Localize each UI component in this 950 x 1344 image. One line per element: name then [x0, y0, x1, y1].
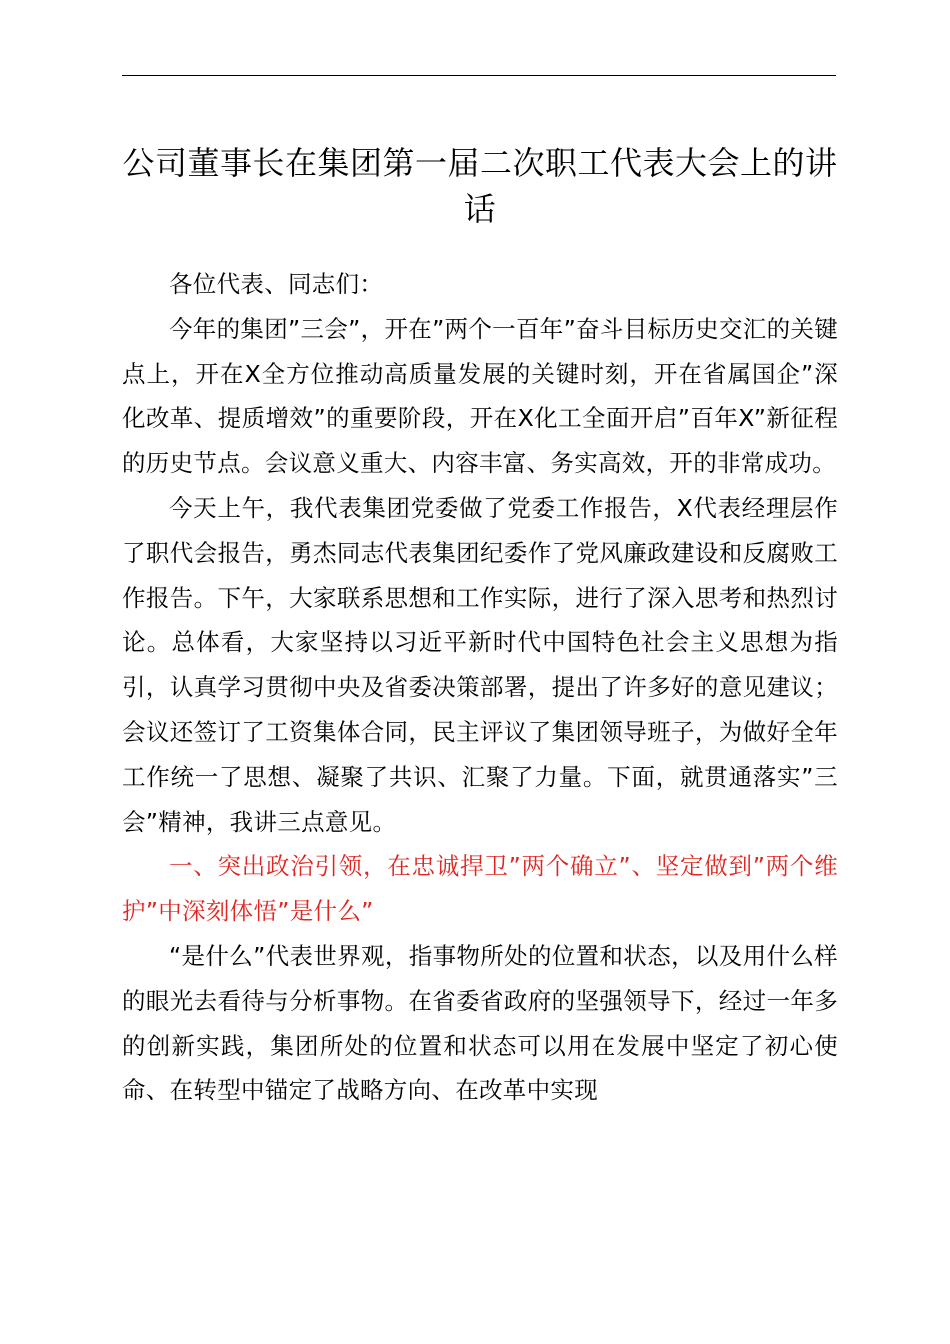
- paragraph-1: 今年的集团”三会”，开在”两个一百年”奋斗目标历史交汇的关键点上，开在X全方位推动高质量发展的关键时刻，开在省属国企”深化改革、提质增效”的重要阶段，开在X化工全面开启”百年X”新征程的历史节点。会议意义重大、内容丰富、务实高效，开的非常成功。: [122, 314, 838, 478]
- section-heading-1: 一、突出政治引领，在忠诚捍卫”两个确立”、坚定做到”两个维护”中深刻体悟”是什么”: [122, 852, 838, 926]
- paragraph-2: 今天上午，我代表集团党委做了党委工作报告，X代表经理层作了职代会报告，勇杰同志代表集团纪委作了党风廉政建设和反腐败工作报告。下午，大家联系思想和工作实际，进行了深入思考和热烈讨论。总体看，大家坚持以习近平新时代中国特色社会主义思想为指引，认真学习贯彻中央及省委决策部署，提出了许多好的意见建议；会议还签订了工资集体合同，民主评议了集团领导班子，为做好全年工作统一了思想、凝聚了共识、汇聚了力量。下面，就贯通落实”三会”精神，我讲三点意见。: [122, 493, 838, 836]
- document-body: [122, 262, 838, 1113]
- document-title: 公司董事长在集团第一届二次职工代表大会上的讲话: [122, 144, 838, 228]
- header-rule: [122, 75, 836, 76]
- salutation: 各位代表、同志们：: [169, 270, 384, 298]
- section-paragraph-1: “是什么”代表世界观，指事物所处的位置和状态，以及用什么样的眼光去看待与分析事物。在省委省政府的坚强领导下，经过一年多的创新实践，集团所处的位置和状态可以用在发展中坚定了初心使命、在转型中锚定了战略方向、在改革中实现: [122, 941, 838, 1105]
